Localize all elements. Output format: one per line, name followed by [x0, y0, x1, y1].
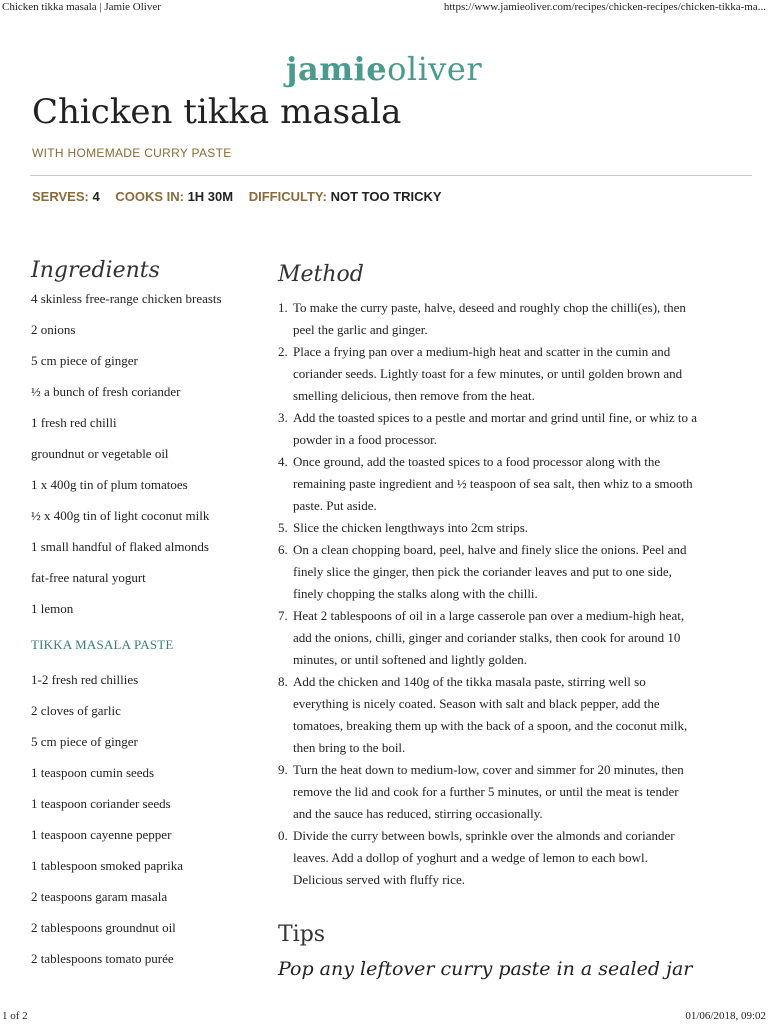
paste-item: 2 tablespoons groundnut oil [31, 920, 176, 935]
step-number: 3. [278, 410, 288, 425]
recipe-title: Chicken tikka masala [32, 92, 402, 132]
step-text: Place a frying pan over a medium-high heat and scatter in the cumin and coriander seeds. Lightly toast for a few minutes, or until golden brown and smelling delicious, then remove from the heat. [293, 344, 683, 403]
difficulty-info [249, 189, 442, 204]
method-step [278, 605, 700, 671]
step-text: Add the chicken and 140g of the tikka masala paste, stirring well so everything is nicely coated. Season with salt and black pepper, add the tomatoes, breaking them up with the back of a spoon, and the coconut milk, then bring to the boil. [293, 674, 688, 755]
method-step [278, 451, 700, 517]
method-step [278, 407, 700, 451]
step-number: 7. [278, 608, 288, 623]
serves-value: 4 [92, 189, 100, 204]
step-number: 2. [278, 344, 288, 359]
cooks-label: COOKS IN: [115, 189, 184, 204]
step-text: To make the curry paste, halve, deseed and roughly chop the chilli(es), then peel the garlic and ginger. [293, 300, 686, 337]
ingredient-item: 1 lemon [31, 601, 74, 616]
step-text: On a clean chopping board, peel, halve and finely slice the onions. Peel and finely slice the ginger, then pick the coriander leaves and put to one side, finely chopping the stalks along with the chilli. [293, 542, 687, 601]
step-number: 1. [278, 300, 288, 315]
cooks-value: 1H 30M [187, 189, 234, 204]
difficulty-label: DIFFICULTY: [248, 189, 327, 204]
method-step [278, 517, 700, 539]
tips-heading: Tips [278, 922, 326, 947]
method-step [278, 671, 700, 759]
cooks-info [115, 189, 233, 204]
step-text: Once ground, add the toasted spices to a food processor along with the remaining paste ingredient and ½ teaspoon of sea salt, then whiz to a smooth paste. Put aside. [293, 454, 693, 513]
ingredient-item: 1 small handful of flaked almonds [31, 539, 209, 554]
logo-light: oliver [387, 50, 483, 88]
print-datetime: 01/06/2018, 09:02 [685, 1010, 766, 1022]
ingredient-item: 5 cm piece of ginger [31, 353, 138, 368]
paste-item: 1 tablespoon smoked paprika [31, 858, 183, 873]
method-step [278, 341, 700, 407]
serves-info [32, 189, 100, 204]
paste-item: 5 cm piece of ginger [31, 734, 138, 749]
method-step [278, 759, 700, 825]
ingredient-item: ½ x 400g tin of light coconut milk [31, 508, 210, 523]
paste-item: 2 tablespoons tomato purée [31, 951, 174, 966]
paste-ingredients-list [31, 672, 271, 982]
logo-bold: jamie [285, 50, 388, 88]
method-step [278, 825, 700, 891]
jamie-oliver-logo[interactable] [0, 50, 768, 88]
step-number: 0. [278, 828, 288, 843]
step-text: Heat 2 tablespoons of oil in a large casserole pan over a medium-high heat, add the onions, chilli, ginger and coriander stalks, then cook for around 10 minutes, or until softened and lightly golden. [293, 608, 685, 667]
step-text: Add the toasted spices to a pestle and mortar and grind until fine, or whiz to a powder in a food processor. [293, 410, 697, 447]
ingredient-item: groundnut or vegetable oil [31, 446, 169, 461]
divider [30, 175, 752, 176]
print-page-number: 1 of 2 [2, 1010, 28, 1022]
ingredient-item: 2 onions [31, 322, 76, 337]
method-step [278, 539, 700, 605]
difficulty-value: NOT TOO TRICKY [330, 189, 442, 204]
ingredient-item: 1 fresh red chilli [31, 415, 117, 430]
step-number: 6. [278, 542, 288, 557]
paste-item: 2 cloves of garlic [31, 703, 121, 718]
step-number: 5. [278, 520, 288, 535]
recipe-subtitle: WITH HOMEMADE CURRY PASTE [32, 146, 232, 160]
ingredients-list [31, 291, 271, 632]
paste-item: 1 teaspoon coriander seeds [31, 796, 171, 811]
method-heading: Method [278, 262, 364, 287]
print-footer [0, 1008, 768, 1024]
recipe-meta [32, 189, 454, 204]
step-text: Turn the heat down to medium-low, cover and simmer for 20 minutes, then remove the lid and cook for a further 5 minutes, or until the meat is tender and the sauce has reduced, stirring occasionally. [293, 762, 684, 821]
paste-item: 2 teaspoons garam masala [31, 889, 168, 904]
paste-item: 1 teaspoon cayenne pepper [31, 827, 172, 842]
ingredient-item: ½ a bunch of fresh coriander [31, 384, 181, 399]
paste-item: 1 teaspoon cumin seeds [31, 765, 155, 780]
serves-label: SERVES: [32, 189, 89, 204]
paste-subheading: TIKKA MASALA PASTE [31, 637, 174, 652]
tips-text: Pop any leftover curry paste in a sealed jar [278, 958, 693, 980]
ingredient-item: fat-free natural yogurt [31, 570, 146, 585]
paste-item: 1-2 fresh red chillies [31, 672, 139, 687]
ingredient-item: 4 skinless free-range chicken breasts [31, 291, 222, 306]
step-text: Divide the curry between bowls, sprinkle over the almonds and coriander leaves. Add a dollop of yoghurt and a wedge of lemon to each bowl. Delicious served with fluffy rice. [293, 828, 675, 887]
step-number: 8. [278, 674, 288, 689]
step-number: 4. [278, 454, 288, 469]
step-text: Slice the chicken lengthways into 2cm strips. [293, 520, 529, 535]
step-number: 9. [278, 762, 288, 777]
ingredient-item: 1 x 400g tin of plum tomatoes [31, 477, 188, 492]
method-steps [278, 297, 700, 891]
print-header [0, 0, 768, 16]
ingredients-heading: Ingredients [31, 258, 160, 283]
method-step [278, 297, 700, 341]
print-page-title: Chicken tikka masala | Jamie Oliver [2, 1, 161, 13]
print-url[interactable]: https://www.jamieoliver.com/recipes/chicken-recipes/chicken-tikka-ma... [443, 1, 766, 13]
